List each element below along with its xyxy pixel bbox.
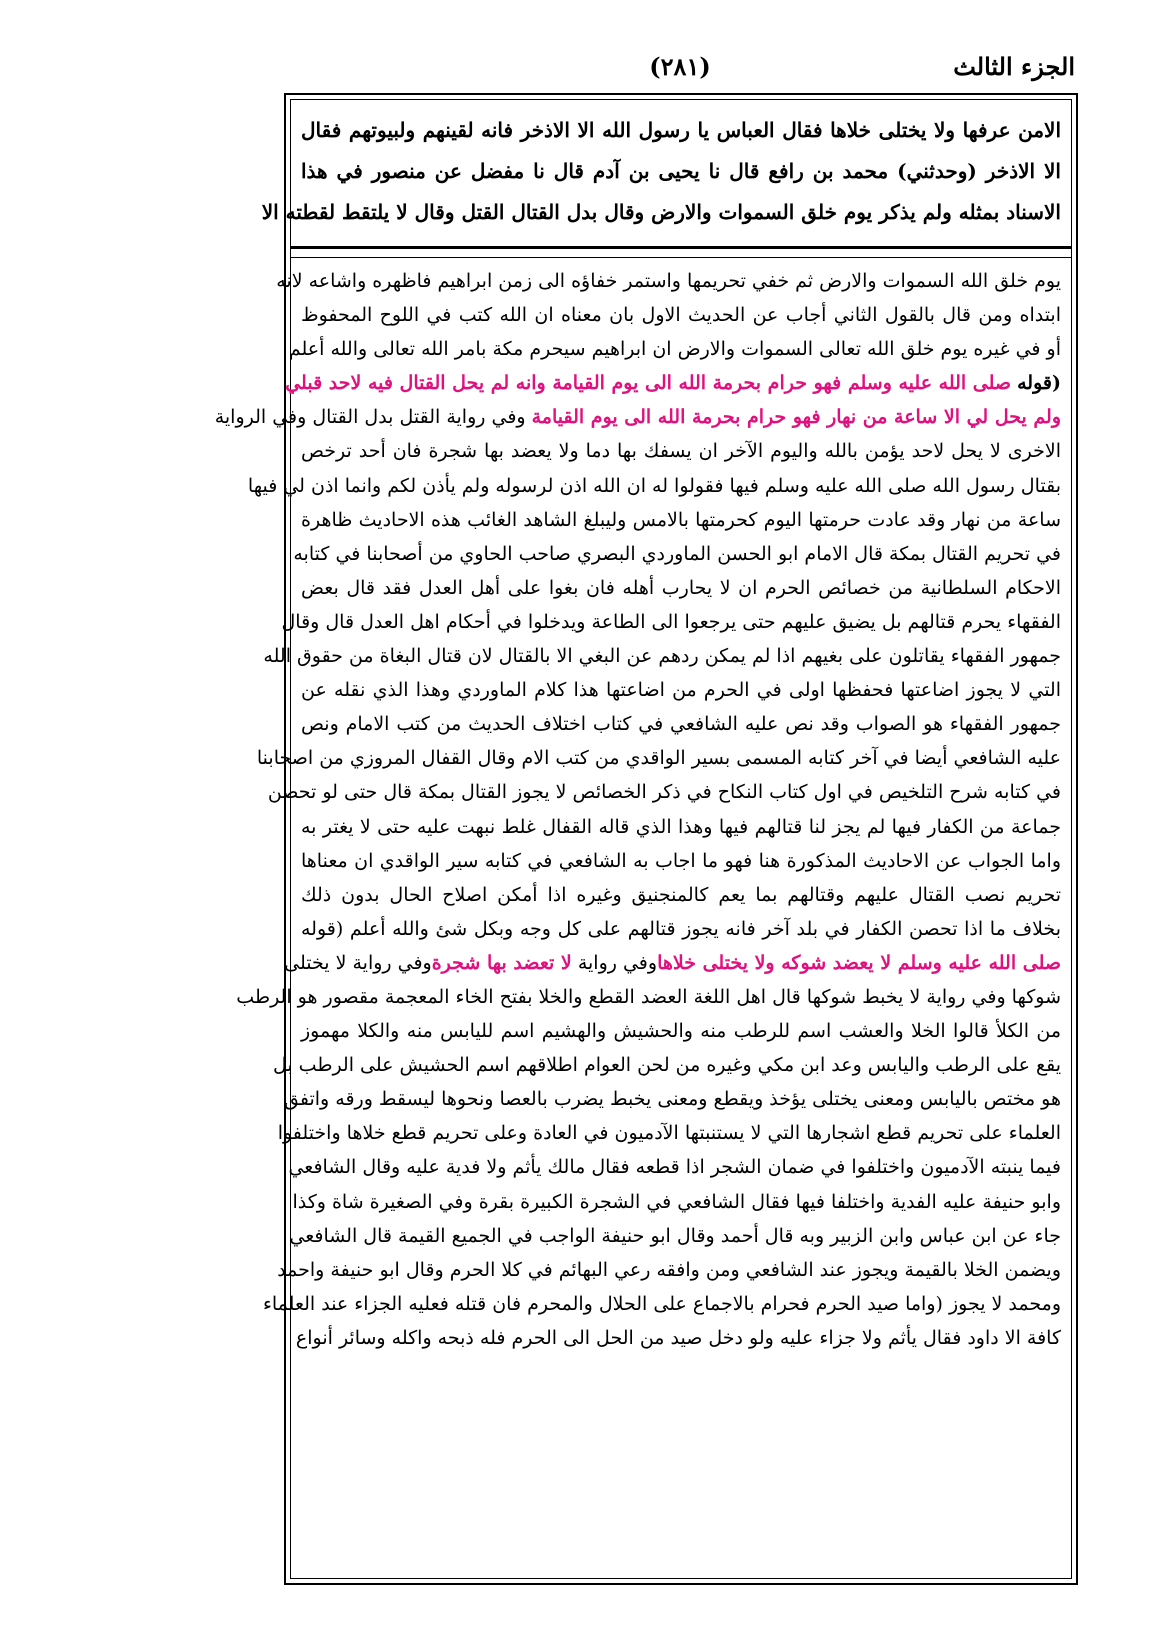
commentary-line	[284, 946, 1061, 980]
commentary-line: الاخرى لا يحل لاحد يؤمن بالله واليوم الآخر ان يسفك بها دما ولا يعضد بها شجرة فان أحد ترخص	[301, 440, 1061, 463]
quoted-hadith: لا تعضد بها شجرة	[431, 951, 572, 974]
commentary-line	[214, 400, 1061, 434]
commentary-line: بقتال رسول الله صلى الله عليه وسلم فيها فقولوا له ان الله اذن لرسوله ولم يأذن لكم وانما اذن لي فيها	[247, 474, 1061, 497]
commentary-text-run: وفي رواية لا يختلى	[284, 951, 432, 974]
commentary-line: ومحمد لا يجوز (واما صيد الحرم فحرام بالاجماع على الحلال والمحرم فان قتله فعليه الجزاء عند العلماء	[262, 1292, 1061, 1315]
commentary-line: كافة الا داود فقال يأثم ولا جزاء عليه ولو دخل صيد من الحل الى الحرم فله ذبحه واكله وسائر أنواع	[295, 1326, 1061, 1349]
hadith-line: الاسناد بمثله ولم يذكر يوم خلق السموات والارض وقال بدل القتال القتل وقال لا يلتقط لقطته الا	[261, 200, 1061, 224]
commentary-line: يقع على الرطب واليابس وعد ابن مكي وغيره من لحن العوام اطلاقهم اسم الحشيش على الرطب بل	[272, 1054, 1061, 1077]
commentary-text	[214, 264, 1061, 1570]
commentary-text-run: وفي رواية القتل بدل القتال وفي الرواية	[214, 406, 526, 429]
page-number: (٢٨١)	[649, 52, 711, 81]
section-divider	[291, 246, 1071, 258]
commentary-line: واما الجواب عن الاحاديث المذكورة هنا فهو ما اجاب به الشافعي في كتابه سير الواقدي ان معناها	[301, 849, 1061, 872]
commentary-line: أو في غيره يوم خلق الله تعالى السموات والارض ان ابراهيم سيحرم مكة بامر الله تعالى والله أعلم	[288, 338, 1061, 361]
quoted-hadith: صلى الله عليه وسلم لا يعضد شوكه ولا يختلى خلاها	[657, 951, 1061, 974]
page-header	[285, 52, 1075, 92]
page-frame	[214, 93, 1078, 1585]
commentary-line: في كتابه شرح التلخيص في اول كتاب النكاح في ذكر الخصائص لا يجوز القتال بمكة قال حتى لو تحصن	[267, 781, 1061, 804]
page-frame-inner	[214, 99, 1072, 1579]
part-title: الجزء الثالث	[953, 52, 1075, 81]
commentary-line: الاحكام السلطانية من خصائص الحرم ان لا يحارب أهله فان بغوا على أهل العدل فقد قال بعض	[301, 576, 1061, 599]
commentary-line: عليه الشافعي أيضا في آخر كتابه المسمى بسير الواقدي من كتب الام وقال القفال المروزي من اصحابنا	[256, 747, 1061, 770]
commentary-line: هو مختص باليابس ومعنى يختلى يؤخذ ويقطع ومعنى يخبط يضرب بالعصا ونحوها ليسقط ورقه واتفق	[284, 1088, 1061, 1111]
quoted-hadith: ولم يحل لي الا ساعة من نهار فهو حرام بحرمة الله الى يوم القيامة	[531, 406, 1061, 429]
commentary-line: تحريم نصب القتال عليهم وقتالهم بما يعم كالمنجنيق وغيره اذا أمكن اصلاح الحال بدون ذلك	[301, 883, 1061, 906]
commentary-line: جمهور الفقهاء هو الصواب وقد نص عليه الشافعي في كتاب اختلاف الحديث من كتب الامام ونص	[301, 713, 1061, 736]
commentary-line: من الكلأ قالوا الخلا والعشب اسم للرطب منه والحشيش والهشيم اسم لليابس منه والكلا مهموز	[301, 1020, 1061, 1043]
hadith-line: الا الاذخر (وحدثني) محمد بن رافع قال نا يحيى بن آدم قال نا مفضل عن منصور في هذا	[301, 159, 1061, 183]
commentary-line: جمهور الفقهاء يقاتلون على بغيهم اذا لم يمكن ردهم عن البغي الا بالقتال لان قتال البغاة من حقوق الله	[263, 645, 1061, 668]
commentary-line: ابتداه ومن قال بالقول الثاني أجاب عن الحديث الاول بان معناه ان الله كتب في اللوح المحفوظ	[301, 304, 1061, 327]
commentary-line: التي لا يجوز اضاعتها فحفظها اولى في الحرم من اضاعتها هذا كلام الماوردي وهذا الذي نقله عن	[301, 679, 1061, 702]
hadith-text	[261, 110, 1061, 238]
commentary-line: ساعة من نهار وقد عادت حرمتها اليوم كحرمتها بالامس وليبلغ الشاهد الغائب هذه الاحاديث ظاهرة	[301, 508, 1061, 531]
commentary-line: بخلاف ما اذا تحصن الكفار في بلد آخر فانه يجوز قتالهم على كل وجه وبكل شئ والله أعلم (قوله	[301, 917, 1061, 940]
commentary-line: العلماء على تحريم قطع اشجارها التي لا يستنبتها الآدميون في العادة وعلى تحريم قطع خلاها واختلفوا	[277, 1122, 1061, 1145]
commentary-line: جماعة من الكفار فيها لم يجز لنا قتالهم فيها وهذا الذي قاله القفال غلط نبهت عليه حتى لا يغتر به	[301, 815, 1061, 838]
commentary-text-run: وفي رواية	[577, 951, 658, 974]
commentary-line: فيما ينبته الآدميون واختلفوا في ضمان الشجر اذا قطعه فقال مالك يأثم ولا فدية عليه وقال الشافعي	[288, 1156, 1061, 1179]
commentary-line: وابو حنيفة عليه الفدية واختلفا فيها فقال الشافعي في الشجرة الكبيرة بقرة وفي الصغيرة شاة وكذا	[292, 1190, 1061, 1213]
commentary-line: الفقهاء يحرم قتالهم بل يضيق عليهم حتى يرجعوا الى الطاعة ويدخلوا في أحكام اهل العدل قال وقال	[281, 610, 1061, 633]
commentary-line	[285, 366, 1061, 400]
commentary-line: شوكها وفي رواية لا يخبط شوكها قال اهل اللغة العضد القطع والخلا بفتح الخاء المعجمة مقصور هو الرطب	[236, 985, 1061, 1008]
commentary-line: جاء عن ابن عباس وابن الزبير وبه قال أحمد وقال ابو حنيفة الواجب في الجميع القيمة قال الشافعي	[289, 1224, 1061, 1247]
hadith-line: الامن عرفها ولا يختلى خلاها فقال العباس يا رسول الله الا الاذخر فانه لقينهم ولبيوتهم فقال	[301, 118, 1061, 142]
commentary-line: ويضمن الخلا بالقيمة ويجوز عند الشافعي ومن وافقه رعي البهائم في كلا الحرم وقال ابو حنيفة واحمد	[277, 1258, 1061, 1281]
commentary-line: في تحريم القتال بمكة قال الامام ابو الحسن الماوردي البصري صاحب الحاوي من أصحابنا في كتابه	[293, 542, 1061, 565]
qawluhu-marker: (قوله	[1017, 372, 1061, 395]
quoted-hadith: صلى الله عليه وسلم فهو حرام بحرمة الله الى يوم القيامة وانه لم يحل القتال فيه لاحد قبلي	[285, 372, 1012, 395]
commentary-line: يوم خلق الله السموات والارض ثم خفي تحريمها واستمر خفاؤه الى زمن ابراهيم فاظهره واشاعه لانه	[276, 270, 1061, 292]
